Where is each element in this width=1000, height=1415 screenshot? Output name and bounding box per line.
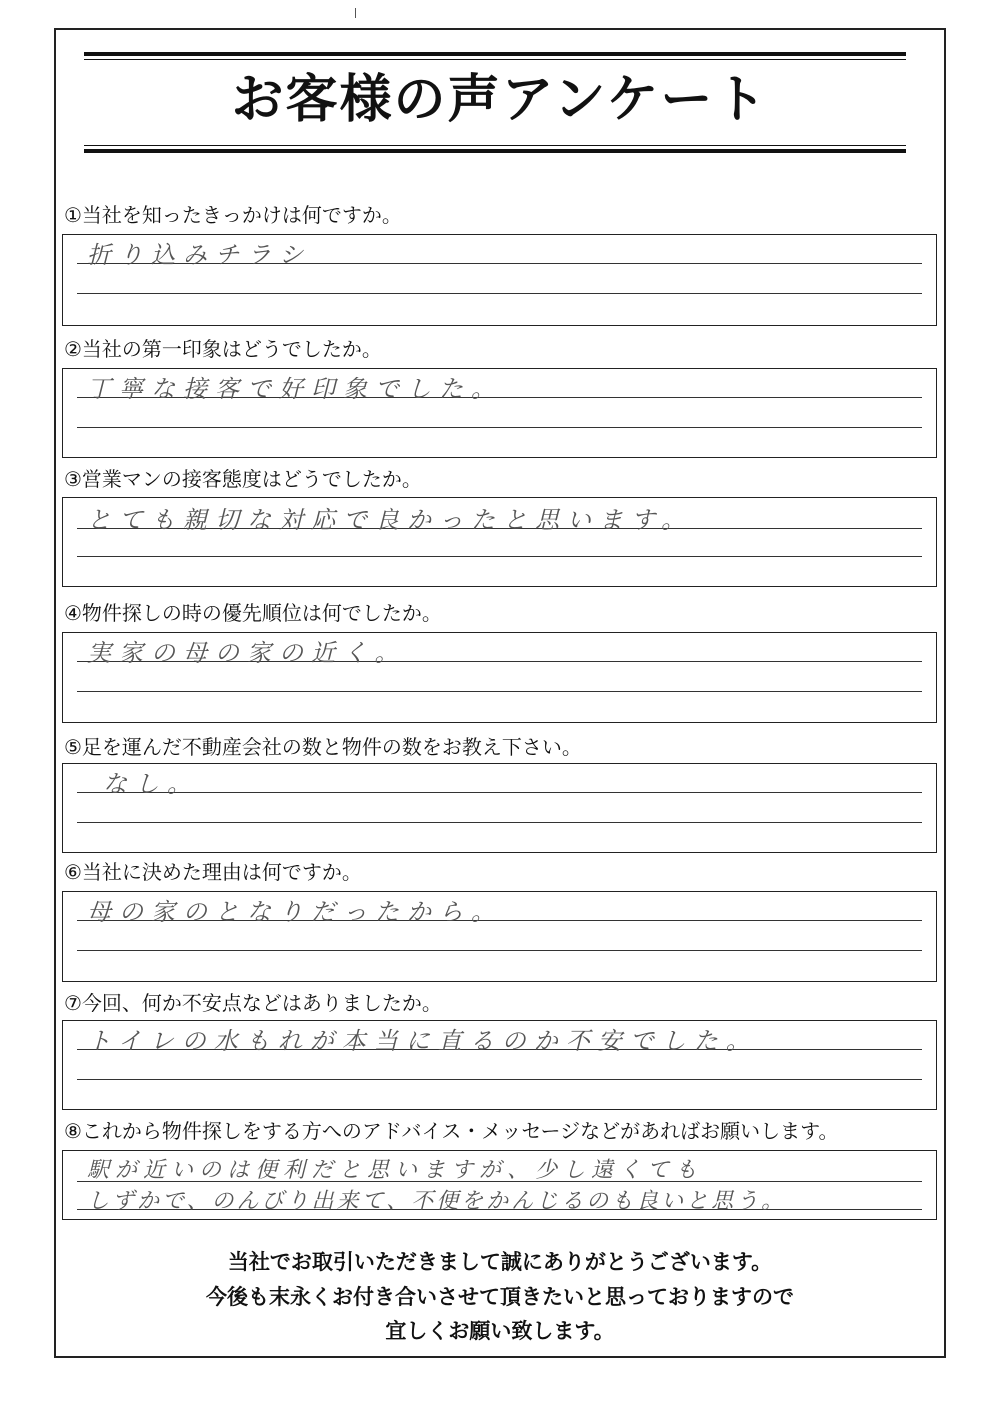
answer-line: [77, 792, 922, 793]
question-5-label: ⑤足を運んだ不動産会社の数と物件の数をお教え下さい。: [64, 735, 582, 759]
question-8-answer-box: [62, 1150, 937, 1220]
answer-line: [77, 293, 922, 294]
question-5-answer-box: [62, 763, 937, 853]
title-rule-top: [84, 52, 906, 60]
question-8-label: ⑧これから物件探しをする方へのアドバイス・メッセージなどがあればお願いします。: [64, 1119, 839, 1143]
title-rule-bottom: [84, 145, 906, 153]
answer-line: [77, 691, 922, 692]
handwritten-answer: なし。: [103, 770, 199, 798]
handwritten-answer: 駅が近いのは便利だと思いますが、少し遠くても: [87, 1158, 704, 1183]
form-title: お客様の声アンケート: [231, 70, 769, 130]
question-6-label: ⑥当社に決めた理由は何ですか。: [64, 860, 362, 884]
question-2-answer-box: [62, 368, 937, 458]
answer-line: [77, 427, 922, 428]
closing-message-line-1: 当社でお取引いただきまして誠にありがとうございます。: [227, 1250, 773, 1274]
handwritten-answer: とても親切な対応で良かったと思います。: [87, 506, 694, 534]
handwritten-answer: 折り込みチラシ: [87, 241, 311, 269]
answer-line: [77, 822, 922, 823]
question-7-answer-box: [62, 1020, 937, 1110]
question-4-label: ④物件探しの時の優先順位は何でしたか。: [64, 601, 442, 625]
question-6-answer-box: [62, 891, 937, 982]
handwritten-answer: 母の家のとなりだったから。: [87, 898, 503, 926]
question-3-answer-box: [62, 497, 937, 587]
handwritten-answer: 実家の母の家の近く。: [87, 639, 407, 667]
question-2-label: ②当社の第一印象はどうでしたか。: [64, 337, 382, 361]
answer-line: [77, 556, 922, 557]
question-4-answer-box: [62, 632, 937, 723]
handwritten-answer: しずかで、のんびり出来て、不便をかんじるのも良いと思う。: [87, 1189, 787, 1214]
question-3-label: ③営業マンの接客態度はどうでしたか。: [64, 467, 422, 491]
answer-line: [77, 1079, 922, 1080]
scan-mark: [355, 8, 356, 18]
question-1-answer-box: [62, 234, 937, 326]
question-1-label: ①当社を知ったきっかけは何ですか。: [64, 203, 402, 227]
handwritten-answer: トイレの水もれが本当に直るのか不安でした。: [87, 1027, 758, 1055]
handwritten-answer: 丁寧な接客で好印象でした。: [87, 375, 503, 403]
closing-message-line-2: 今後も末永くお付き合いさせて頂きたいと思っておりますので: [206, 1285, 794, 1309]
answer-line: [77, 950, 922, 951]
question-7-label: ⑦今回、何か不安点などはありましたか。: [64, 991, 442, 1015]
closing-message-line-3: 宜しくお願い致します。: [385, 1319, 615, 1343]
